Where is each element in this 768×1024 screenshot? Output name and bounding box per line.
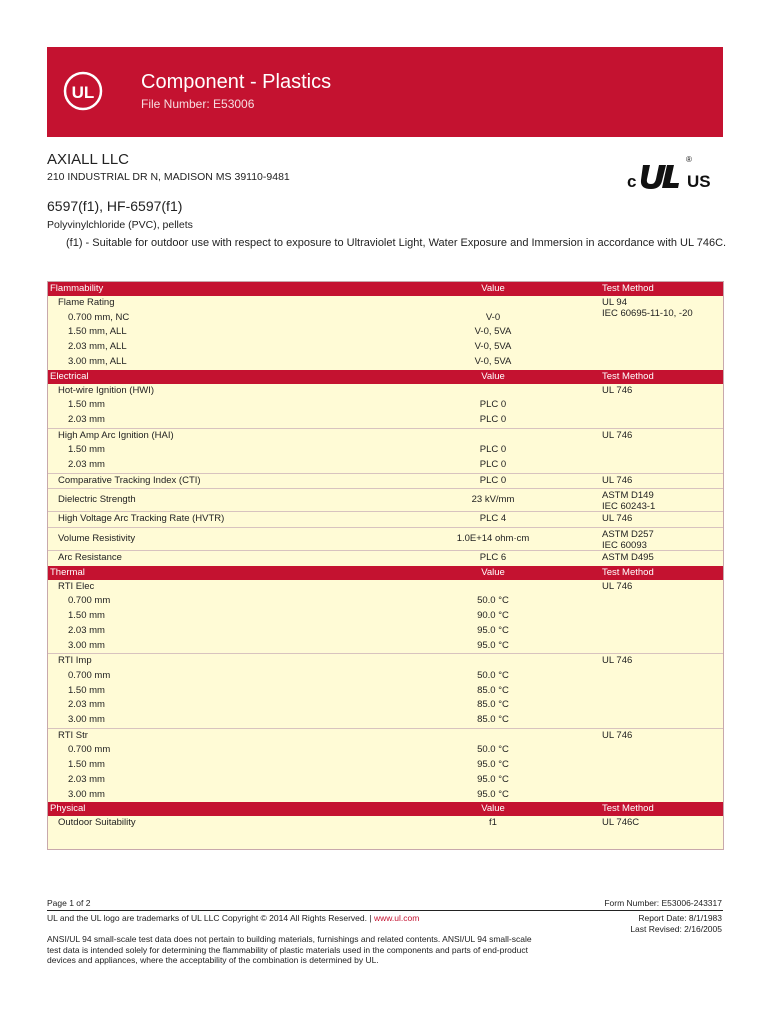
sub-property-value: V-0, 5VA [474, 355, 512, 367]
sub-property-name: 2.03 mm [68, 773, 105, 785]
property-name: Hot-wire Ignition (HWI) [58, 384, 155, 396]
footer-divider [47, 910, 723, 911]
property-group [48, 816, 723, 831]
test-method-line: UL 746 [602, 474, 633, 486]
sub-property-name: 2.03 mm, ALL [68, 341, 127, 353]
sub-property-name: 0.700 mm [68, 595, 111, 607]
property-group [48, 473, 723, 489]
file-number: File Number: E53006 [141, 97, 255, 111]
sub-property-name: 3.00 mm [68, 714, 105, 726]
test-method-line: UL 746C [602, 817, 640, 829]
product-footnote: (f1) - Suitable for outdoor use with respect to exposure to Ultraviolet Light, Water Exposure and Immersion in accordance with UL 746C. [66, 237, 727, 249]
test-method-line: UL 94 [602, 297, 627, 308]
sub-property-value: PLC 0 [479, 399, 507, 411]
sub-property-name: 1.50 mm, ALL [68, 326, 127, 338]
sub-property-name: 3.00 mm [68, 639, 105, 651]
test-method [602, 490, 655, 512]
method-column-header: Test Method [602, 283, 654, 294]
property-group [48, 488, 723, 511]
test-method [602, 385, 632, 396]
sub-property-value: 95.0 °C [477, 788, 509, 800]
test-method [602, 297, 693, 319]
sub-property-value: V-0, 5VA [474, 341, 512, 353]
test-method-line: IEC 60695-11-10, -20 [602, 308, 693, 319]
product-material: Polyvinylchloride (PVC), pellets [47, 219, 193, 231]
section-header-physical [48, 802, 723, 816]
product-name: 6597(f1), HF-6597(f1) [47, 198, 183, 214]
test-method [602, 730, 632, 741]
sub-property-name: 2.03 mm [68, 413, 105, 425]
sub-property-name: 1.50 mm [68, 610, 105, 622]
section-header-thermal [48, 566, 723, 580]
method-column-header: Test Method [602, 566, 654, 578]
test-method-line: UL 746 [602, 513, 633, 525]
test-method [602, 513, 632, 524]
header-banner [47, 47, 723, 137]
section-header-electrical [48, 370, 723, 384]
sub-property-name: 0.700 mm, NC [68, 311, 130, 323]
properties-table [47, 281, 724, 850]
property-name: RTI Imp [58, 655, 92, 667]
property-group [48, 296, 723, 370]
sub-property-value: V-0, 5VA [474, 326, 512, 338]
value-column-header: Value [481, 283, 505, 294]
website-link[interactable]: www.ul.com [373, 913, 420, 923]
cert-mark-registered: ® [686, 155, 692, 164]
company-name: AXIALL LLC [47, 151, 129, 168]
property-name: Arc Resistance [58, 552, 122, 564]
sub-property-name: 2.03 mm [68, 458, 105, 470]
property-group [48, 653, 723, 728]
test-method-line: UL 746 [602, 580, 633, 592]
test-method [602, 552, 654, 563]
page-indicator: Page 1 of 2 [47, 898, 91, 908]
ul-logo-text: UL [71, 83, 95, 102]
property-name: Dielectric Strength [58, 494, 136, 506]
test-method-line: ASTM D149 [602, 490, 654, 502]
sub-property-name: 1.50 mm [68, 399, 105, 411]
disclaimer: ANSI/UL 94 small-scale test data does not pertain to building materials, furnishings and related contents. ANSI/UL 94 small-scale test data is intended solely for determining the flammability of plastic materials used in the components and parts of end-product devices and appliances, where the acceptability of the combination is determined by UL. [47, 934, 532, 965]
sub-property-name: 1.50 mm [68, 684, 105, 696]
test-method-line: UL 746 [602, 655, 633, 667]
test-method [602, 581, 632, 592]
cert-mark-right: US [687, 172, 711, 191]
cert-mark-left: c [627, 172, 637, 191]
property-group [48, 580, 723, 654]
property-name: Outdoor Suitability [58, 817, 136, 829]
sub-property-name: 1.50 mm [68, 759, 105, 771]
section-title: Physical [50, 803, 86, 815]
sub-property-value: 95.0 °C [477, 624, 509, 636]
test-method [602, 817, 639, 828]
trademark-notice [47, 913, 419, 923]
property-group [48, 511, 723, 527]
sub-property-value: 85.0 °C [477, 699, 509, 711]
ul-logo-icon [63, 71, 103, 111]
property-name: Flame Rating [58, 297, 115, 308]
property-name: RTI Str [58, 729, 88, 741]
property-name: Comparative Tracking Index (CTI) [58, 474, 201, 486]
value-column-header: Value [481, 803, 505, 815]
trademark-text: UL and the UL logo are trademarks of UL LLC Copyright © 2014 All Rights Reserved. | [47, 913, 372, 923]
method-column-header: Test Method [602, 803, 654, 815]
property-name: RTI Elec [58, 580, 95, 592]
test-method [602, 430, 632, 441]
property-group [48, 428, 723, 473]
section-header-flammability [48, 282, 723, 296]
property-group [48, 550, 723, 566]
test-method-line: ASTM D257 [602, 529, 654, 541]
test-method-line: UL 746 [602, 384, 633, 396]
sub-property-value: 50.0 °C [477, 669, 509, 681]
section-title: Thermal [50, 566, 85, 578]
sub-property-value: 90.0 °C [477, 610, 509, 622]
section-title: Flammability [50, 283, 104, 294]
property-value: PLC 4 [479, 513, 507, 525]
sub-property-value: PLC 0 [479, 458, 507, 470]
test-method-line: UL 746 [602, 429, 633, 441]
property-group [48, 527, 723, 550]
sub-property-value: 85.0 °C [477, 714, 509, 726]
sub-property-name: 3.00 mm [68, 788, 105, 800]
form-number: Form Number: E53006-243317 [604, 898, 722, 908]
property-value: PLC 6 [479, 552, 507, 564]
sub-property-name: 2.03 mm [68, 699, 105, 711]
property-value: PLC 0 [479, 474, 507, 486]
test-method [602, 655, 632, 666]
sub-property-name: 1.50 mm [68, 444, 105, 456]
sub-property-value: PLC 0 [479, 413, 507, 425]
sub-property-name: 3.00 mm, ALL [68, 355, 127, 367]
sub-property-value: PLC 0 [479, 444, 507, 456]
test-method-line: IEC 60093 [602, 540, 647, 552]
sub-property-value: 50.0 °C [477, 595, 509, 607]
property-group [48, 728, 723, 803]
page-title: Component - Plastics [141, 71, 332, 93]
property-name: High Amp Arc Ignition (HAI) [58, 429, 174, 441]
section-title: Electrical [50, 370, 89, 382]
last-revised: Last Revised: 2/16/2005 [630, 924, 722, 934]
sub-property-value: 50.0 °C [477, 744, 509, 756]
sub-property-value: 85.0 °C [477, 684, 509, 696]
property-value: 1.0E+14 ohm·cm [456, 533, 530, 545]
property-name: High Voltage Arc Tracking Rate (HVTR) [58, 513, 225, 525]
method-column-header: Test Method [602, 370, 654, 382]
property-value: 23 kV/mm [471, 494, 515, 506]
cul-us-certification-icon [627, 153, 723, 191]
report-date: Report Date: 8/1/1983 [638, 913, 722, 923]
value-column-header: Value [481, 370, 505, 382]
company-address: 210 INDUSTRIAL DR N, MADISON MS 39110-9481 [47, 171, 290, 183]
sub-property-name: 2.03 mm [68, 624, 105, 636]
sub-property-value: 95.0 °C [477, 759, 509, 771]
sub-property-value: 95.0 °C [477, 773, 509, 785]
sub-property-value: 95.0 °C [477, 639, 509, 651]
test-method [602, 475, 632, 486]
property-group [48, 384, 723, 428]
value-column-header: Value [481, 566, 505, 578]
property-value: f1 [489, 817, 497, 829]
sub-property-value: V-0 [485, 311, 501, 323]
test-method-line: IEC 60243-1 [602, 501, 656, 513]
sub-property-name: 0.700 mm [68, 744, 111, 756]
table-bottom-padding [48, 831, 723, 849]
sub-property-name: 0.700 mm [68, 669, 111, 681]
test-method-line: ASTM D495 [602, 552, 654, 564]
test-method [602, 529, 654, 551]
property-name: Volume Resistivity [58, 533, 136, 545]
test-method-line: UL 746 [602, 729, 633, 741]
